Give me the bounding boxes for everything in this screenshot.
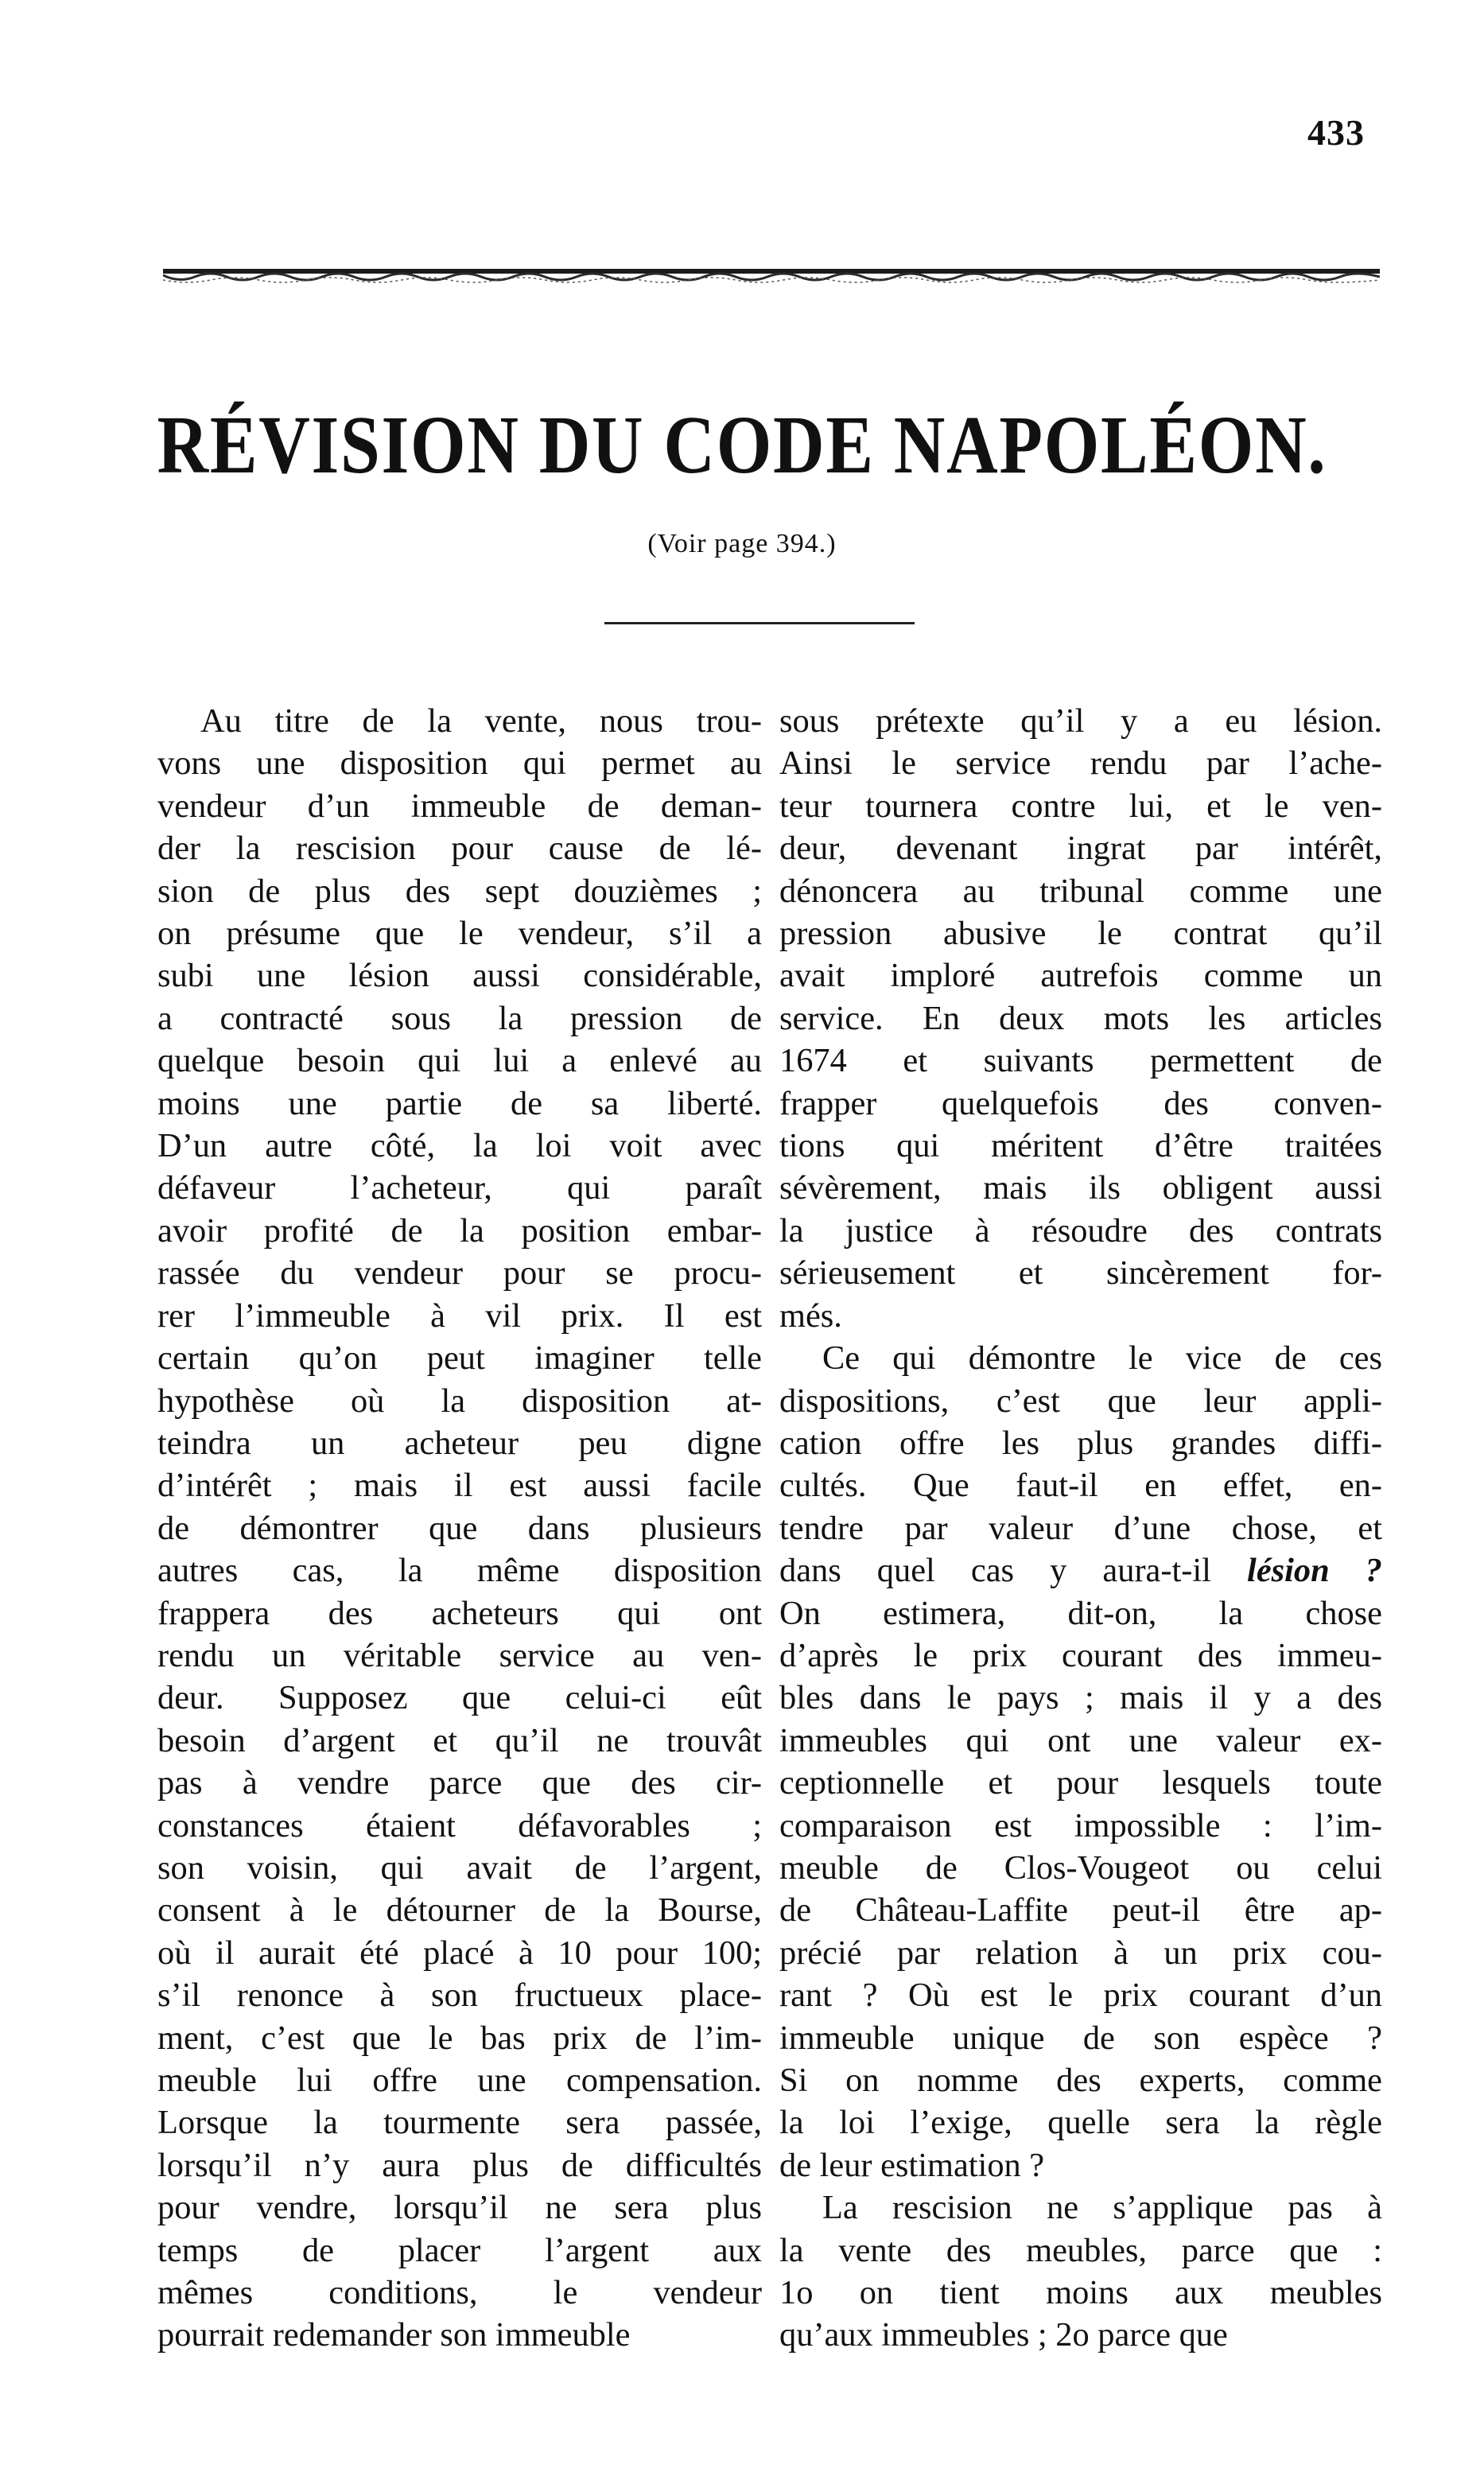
text-line: précié par relation à un prix cou-	[779, 1934, 1382, 1972]
text-line: d’intérêt ; mais il est aussi facile	[157, 1467, 762, 1505]
text-line: Au titre de la vente, nous trou-	[200, 702, 762, 740]
text-line: 1674 et suivants permettent de	[779, 1042, 1382, 1080]
text-line: son voisin, qui avait de l’argent,	[157, 1848, 762, 1887]
text-line: sévèrement, mais ils obligent aussi	[779, 1169, 1382, 1207]
text-line: cultés. Que faut-il en effet, en-	[779, 1467, 1382, 1505]
text-line: vendeur d’un immeuble de deman-	[157, 787, 762, 825]
text-line: bles dans le pays ; mais il y a des	[779, 1679, 1382, 1717]
text-line: dénoncera au tribunal comme une	[779, 872, 1382, 910]
text-line: cation offre les plus grandes diffi-	[779, 1424, 1382, 1462]
left-column	[157, 700, 762, 2357]
text-line: qu’aux immeubles ; 2o parce que	[779, 2316, 1228, 2354]
page-number: 433	[1307, 112, 1365, 153]
text-line: la justice à résoudre des contrats	[779, 1211, 1382, 1250]
text-line: dans quel cas y aura-t-il lésion ?	[779, 1552, 1382, 1590]
text-line: hypothèse où la disposition at-	[157, 1382, 762, 1420]
text-line: frapper quelquefois des conven-	[779, 1084, 1382, 1122]
short-divider	[604, 622, 915, 624]
text-line: pression abusive le contrat qu’il	[779, 915, 1382, 953]
text-line: autres cas, la même disposition	[157, 1552, 762, 1590]
text-line: consent à le détourner de la Bourse,	[157, 1891, 762, 1930]
text-line: constances étaient défavorables ;	[157, 1806, 762, 1844]
text-line: 1o on tient moins aux meubles	[779, 2274, 1382, 2312]
page-subtitle: (Voir page 394.)	[647, 529, 837, 558]
text-line: temps de placer l’argent aux	[157, 2231, 762, 2269]
text-line: certain qu’on peut imaginer telle	[157, 1339, 762, 1378]
text-line: ceptionnelle et pour lesquels toute	[779, 1764, 1382, 1802]
page-title: RÉVISION DU CODE NAPOLÉON.	[157, 399, 1327, 491]
text-line: on présume que le vendeur, s’il a	[157, 915, 762, 953]
text-line: teindra un acheteur peu digne	[157, 1424, 762, 1462]
text-line: sérieusement et sincèrement for-	[779, 1254, 1382, 1292]
text-line: més.	[779, 1296, 842, 1335]
text-line: d’après le prix courant des immeu-	[779, 1636, 1382, 1674]
text-line: ment, c’est que le bas prix de l’im-	[157, 2019, 762, 2057]
text-line: comparaison est impossible : l’im-	[779, 1806, 1382, 1844]
text-line: meuble de Clos-Vougeot ou celui	[779, 1848, 1382, 1887]
text-line: Lorsque la tourmente sera passée,	[157, 2104, 762, 2142]
text-line: frappera des acheteurs qui ont	[157, 1594, 762, 1632]
text-line: Si on nomme des experts, comme	[779, 2062, 1382, 2099]
text-line: moins une partie de sa liberté.	[157, 1084, 762, 1122]
text-line: vons une disposition qui permet au	[157, 744, 762, 783]
text-line: s’il renonce à son fructueux place-	[157, 1977, 762, 2015]
text-line: lorsqu’il n’y aura plus de difficultés	[157, 2146, 762, 2184]
text-line: pas à vendre parce que des cir-	[157, 1764, 762, 1802]
paragraph	[779, 1337, 1382, 2186]
text-line: service. En deux mots les articles	[779, 999, 1382, 1037]
ornamental-rule	[163, 267, 1380, 286]
text-line: rendu un véritable service au ven-	[157, 1636, 762, 1674]
text-line: La rescision ne s’applique pas à	[822, 2189, 1382, 2227]
text-line: On estimera, dit-on, la chose	[779, 1594, 1382, 1632]
paragraph	[779, 700, 1382, 1337]
right-column	[779, 700, 1382, 2357]
text-line: avoir profité de la position embar-	[157, 1211, 762, 1250]
text-line: sous prétexte qu’il y a eu lésion.	[779, 702, 1382, 740]
text-line: a contracté sous la pression de	[157, 999, 762, 1037]
text-line: pour vendre, lorsqu’il ne sera plus	[157, 2189, 762, 2227]
text-line: la loi l’exige, quelle sera la règle	[779, 2104, 1382, 2142]
text-line: meuble lui offre une compensation.	[157, 2062, 762, 2099]
text-line: mêmes conditions, le vendeur	[157, 2274, 762, 2312]
text-line: Ce qui démontre le vice de ces	[822, 1339, 1382, 1378]
paragraph	[157, 700, 762, 2357]
text-line: deur. Supposez que celui-ci eût	[157, 1679, 762, 1717]
text-line: sion de plus des sept douzièmes ;	[157, 872, 762, 910]
text-line: pourrait redemander son immeuble	[157, 2316, 631, 2354]
text-line: rassée du vendeur pour se procu-	[157, 1254, 762, 1292]
text-line: de leur estimation ?	[779, 2146, 1045, 2184]
text-line: rant ? Où est le prix courant d’un	[779, 1977, 1382, 2015]
text-line: défaveur l’acheteur, qui paraît	[157, 1169, 762, 1207]
text-line: teur tournera contre lui, et le ven-	[779, 787, 1382, 825]
text-line: deur, devenant ingrat par intérêt,	[779, 830, 1382, 868]
text-line: de démontrer que dans plusieurs	[157, 1509, 762, 1547]
text-line: immeubles qui ont une valeur ex-	[779, 1721, 1382, 1759]
text-line: quelque besoin qui lui a enlevé au	[157, 1042, 762, 1080]
text-line: avait imploré autrefois comme un	[779, 957, 1382, 995]
text-line: besoin d’argent et qu’il ne trouvât	[157, 1721, 762, 1759]
text-line: der la rescision pour cause de lé-	[157, 830, 762, 868]
text-line: subi une lésion aussi considérable,	[157, 957, 762, 995]
text-line: la vente des meubles, parce que :	[779, 2231, 1382, 2269]
text-line: de Château-Laffite peut-il être ap-	[779, 1891, 1382, 1930]
text-line: D’un autre côté, la loi voit avec	[157, 1127, 762, 1165]
italic-term: lésion ?	[1247, 1552, 1382, 1590]
text-line: où il aurait été placé à 10 pour 100;	[157, 1934, 762, 1972]
text-line: rer l’immeuble à vil prix. Il est	[157, 1296, 762, 1335]
text-line: tions qui méritent d’être traitées	[779, 1127, 1382, 1165]
text-line: dispositions, c’est que leur appli-	[779, 1382, 1382, 1420]
paragraph	[779, 2186, 1382, 2357]
text-line: immeuble unique de son espèce ?	[779, 2019, 1382, 2057]
text-line: tendre par valeur d’une chose, et	[779, 1509, 1382, 1547]
text-line: Ainsi le service rendu par l’ache-	[779, 744, 1382, 783]
